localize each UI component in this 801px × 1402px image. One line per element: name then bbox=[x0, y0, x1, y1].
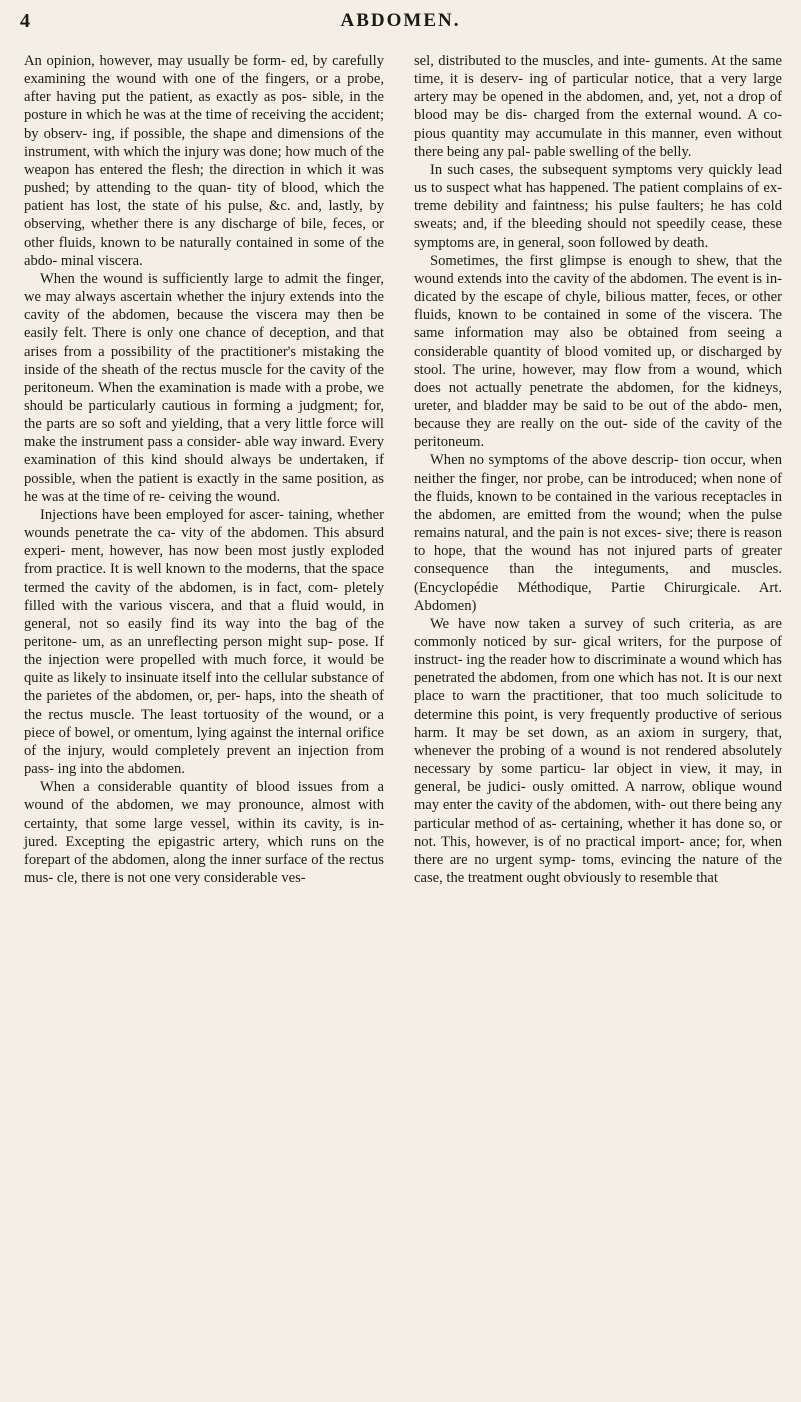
page-header bbox=[0, 10, 801, 34]
paragraph: Injections have been employed for ascer- taining, whether wounds penetrate the ca- vity of the abdomen. This absurd experi- ment, however, has now been most justly exploded from practice. It is well known to the moderns, that the space termed the cavity of the abdomen, is in fact, com- pletely filled with the various viscera, and that a fluid would, in general, not so easily find its way into the bag of the peritone- um, as an unreflecting person might sup- pose. If the injection were propelled with much force, it would be quite as likely to insinuate itself into the cellular substance of the parietes of the abdomen, or, per- haps, into the sheath of the rectus muscle. The least tortuosity of the wound, or a piece of bowel, or omentum, lying against the internal orifice of the injury, would completely prevent an injection from pass- ing into the abdomen. bbox=[24, 506, 384, 778]
paragraph: In such cases, the subsequent symptoms very quickly lead us to suspect what has happened. The patient complains of ex- treme debility and faintness; his pulse faulters; he has cold sweats; and, if the bleeding should not speedily cease, these symptoms are, in general, soon followed by death. bbox=[414, 161, 782, 251]
right-column bbox=[414, 52, 782, 887]
paragraph: sel, distributed to the muscles, and inte- guments. At the same time, it is deserv- ing of particular notice, that a very large artery may be opened in the abdomen, and, yet, not a drop of blood may be dis- charged from the external wound. A co- pious quantity may accumulate in this manner, even without there being any pal- pable swelling of the belly. bbox=[414, 53, 782, 160]
page-number: 4 bbox=[20, 10, 30, 32]
paragraph: When no symptoms of the above descrip- tion occur, when neither the finger, nor probe, can be introduced; when none of the fluids, known to be contained in the various receptacles in the abdomen, are emitted from the wound; when the pulse remains natural, and the pain is not exces- sive; there is reason to hope, that the wound has not injured parts of greater consequence than the integuments, and muscles. (Encyclopédie Méthodique, Partie Chirurgicale. Art. Abdomen) bbox=[414, 452, 782, 614]
running-head: ABDOMEN. bbox=[340, 10, 461, 31]
paragraph: When a considerable quantity of blood issues from a wound of the abdomen, we may pronounce, almost with certainty, that some large vessel, within its cavity, is in- jured. Excepting the epigastric artery, which runs on the forepart of the abdomen, along the inner surface of the rectus mus- cle, there is not one very considerable ves- bbox=[24, 779, 384, 887]
paragraph: Sometimes, the first glimpse is enough to shew, that the wound extends into the cavity of the abdomen. The event is in- dicated by the escape of chyle, bilious matter, feces, or other fluids, known to be contained in some of the viscera. The same information may also be obtained from seeing a considerable quantity of blood vomited up, or discharged by stool. The urine, however, may flow from a wound, which does not actually penetrate the abdomen, for the kidneys, ureter, and bladder may be said to be out of the abdo- men, because they are really on the out- side of the cavity of the peritoneum. bbox=[414, 252, 782, 451]
paragraph: An opinion, however, may usually be form- ed, by carefully examining the wound with one of the fingers, or a probe, after having put the patient, as exactly as pos- sible, in the posture in which he was at the time of receiving the accident; by observ- ing, if possible, the shape and dimensions of the instrument, with which the injury was done; how much of the weapon has entered the flesh; the direction in which it was pushed; by attending to the quan- tity of blood, which the patient has lost, the state of his pulse, &c. and, lastly, by observing, whether there is any discharge of bile, feces, or other fluids, known to be naturally contained in some of the abdo- minal viscera. bbox=[24, 53, 384, 269]
paragraph: We have now taken a survey of such criteria, as are commonly noticed by sur- gical writers, for the purpose of instruct- ing the reader how to discriminate a wound which has penetrated the abdomen, from one which has not. It is our next place to warn the practitioner, that too much solicitude to determine this point, is very frequently productive of serious harm. It may be set down, as an axiom in surgery, that, whenever the probing of a wound is not rendered absolutely necessary by some particu- lar object in view, it may, in general, be judici- ously omitted. A narrow, oblique wound may enter the cavity of the abdomen, with- out there being any particular method of as- certaining, whether it has done so, or not. This, however, is of no practical import- ance; for, when there are no urgent symp- toms, evincing the nature of the case, the treatment ought obviously to resemble that bbox=[414, 615, 782, 887]
left-column bbox=[24, 52, 384, 887]
paragraph: When the wound is sufficiently large to admit the finger, we may always ascertain whether the injury extends into the cavity of the abdomen, because the viscera may then be easily felt. There is only one chance of deception, and that arises from a possibility of the practitioner's mistaking the inside of the sheath of the rectus muscle for the cavity of the peritoneum. When the examination is made with a probe, we should be particularly cautious in forming a judgment; for, the parts are so soft and yielding, that a very little force will make the instrument pass a consider- able way inward. Every examination of this kind should always be undertaken, if possible, when the patient is exactly in the same position, as he was at the time of re- ceiving the wound. bbox=[24, 270, 384, 505]
